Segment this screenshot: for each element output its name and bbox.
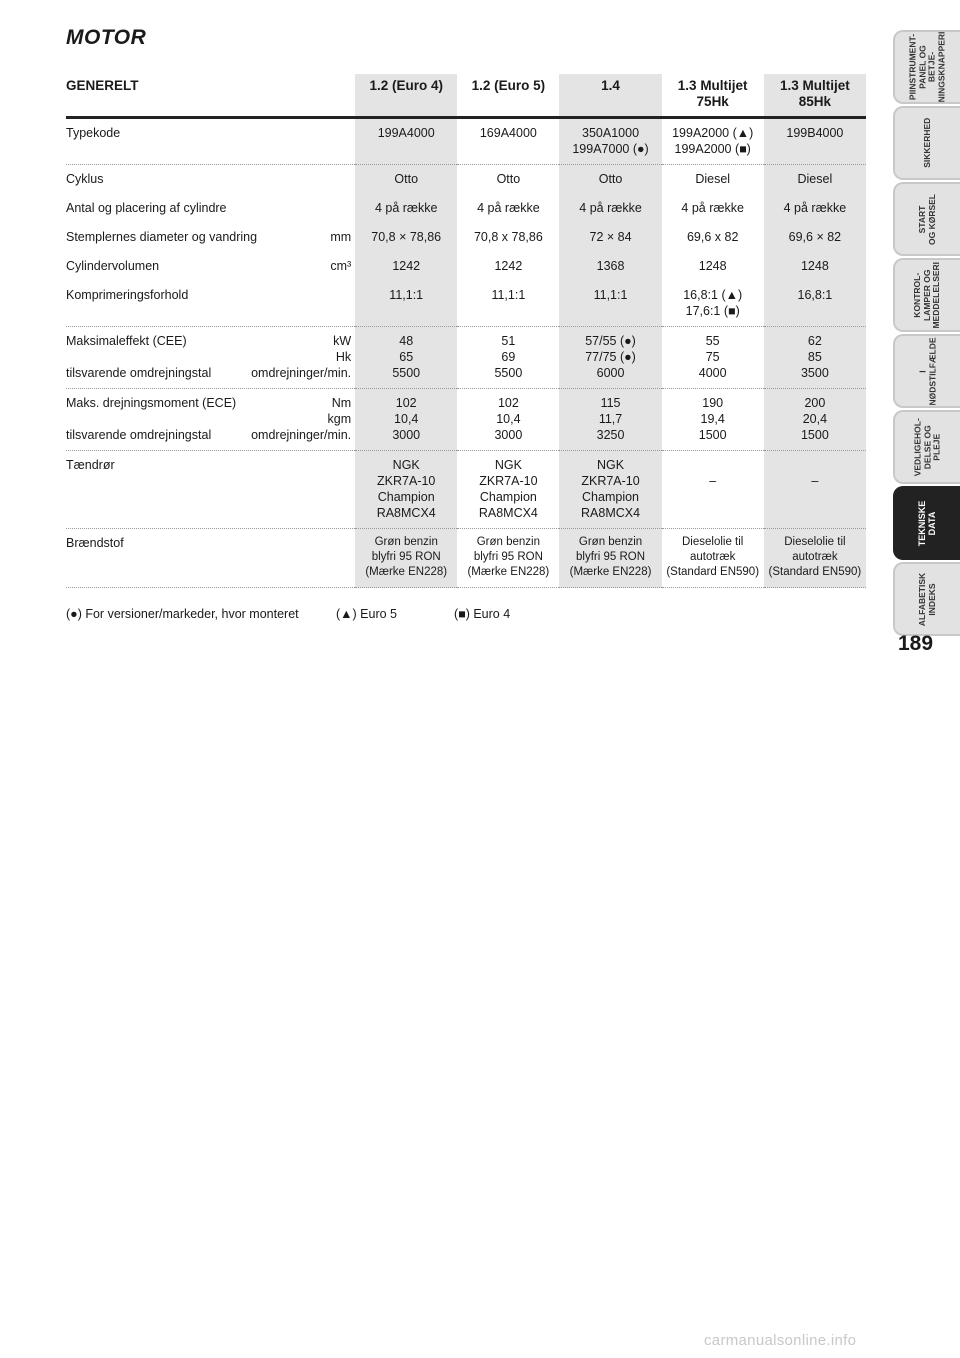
value-line: 200	[804, 396, 826, 410]
value-cell	[457, 223, 559, 252]
page-number: 189	[898, 632, 934, 655]
value-line: Diesel	[797, 172, 833, 186]
value-line: –	[709, 474, 717, 488]
value-cell	[559, 451, 661, 529]
value-line: 199A7000 (●)	[572, 142, 649, 156]
value-cell	[662, 451, 764, 529]
value-line: 4 på række	[477, 201, 540, 215]
row-label-text: Brændstof	[66, 536, 124, 550]
chapter-tab-label: START OG KØRSEL	[917, 193, 937, 245]
value-line: 1248	[698, 259, 727, 273]
value-cell	[355, 165, 457, 195]
row-label-text: Maks. drejningsmoment (ECE)	[66, 396, 237, 410]
row-label	[66, 223, 355, 252]
row-unit: Hk	[335, 350, 352, 364]
value-cell	[662, 529, 764, 588]
value-line: 69	[501, 350, 516, 364]
column-header-3: 1.3 Multijet 75Hk	[662, 74, 764, 118]
value-line: 20,4	[802, 412, 828, 426]
chapter-tab-label: KONTROL- LAMPER OG MEDDELELSERI	[912, 261, 942, 329]
value-cell	[764, 252, 866, 281]
value-cell	[355, 281, 457, 327]
row-unit: mm	[330, 230, 352, 244]
value-line: 1242	[494, 259, 523, 273]
row-label-line	[66, 200, 355, 216]
value-line: 1242	[392, 259, 421, 273]
value-line: 70,8 x 78,86	[473, 230, 543, 244]
value-line: 55	[705, 334, 720, 348]
table-row	[66, 118, 866, 165]
value-line: 1368	[596, 259, 625, 273]
value-line: 4 på række	[374, 201, 438, 215]
row-label-line	[66, 171, 355, 187]
value-line: 65	[399, 350, 414, 364]
value-cell	[355, 529, 457, 588]
value-cell	[764, 327, 866, 389]
value-line: 11,1:1	[389, 288, 424, 302]
value-line: 11,7	[598, 412, 623, 426]
value-cell	[355, 223, 457, 252]
value-line: ZKR7A-10	[479, 474, 538, 488]
value-line: 77/75 (●)	[585, 350, 636, 364]
value-cell	[559, 223, 661, 252]
row-label-text: Typekode	[66, 126, 121, 140]
column-header-2: 1.4	[559, 74, 661, 118]
chapter-tab-label: ALFABETISK INDEKS	[917, 572, 937, 626]
value-line: 3500	[800, 366, 829, 380]
value-line: 1500	[698, 428, 727, 442]
value-line: 102	[395, 396, 417, 410]
value-line: Grøn benzin	[476, 536, 541, 548]
row-unit: kgm	[327, 412, 352, 426]
value-cell	[457, 118, 559, 165]
chapter-tab-5[interactable]	[893, 410, 960, 484]
value-line: RA8MCX4	[376, 506, 436, 520]
row-label-line	[66, 258, 355, 274]
value-cell	[559, 389, 661, 451]
value-cell	[662, 194, 764, 223]
value-line: 62	[807, 334, 822, 348]
value-cell	[764, 165, 866, 195]
chapter-tab-1[interactable]	[893, 106, 960, 180]
value-cell	[764, 118, 866, 165]
value-line: RA8MCX4	[581, 506, 641, 520]
chapter-tab-label: VEDLIGEHOL- DELSE OG PLEJE	[912, 417, 942, 477]
value-line: 3250	[596, 428, 625, 442]
row-label-text: tilsvarende omdrejningstal	[66, 428, 212, 442]
value-cell	[764, 281, 866, 327]
row-label-line	[66, 365, 355, 381]
row-unit: cm³	[330, 259, 352, 273]
value-line: 4 på række	[579, 201, 642, 215]
value-line: 199A2000 (■)	[674, 142, 751, 156]
value-line: autotræk	[689, 551, 736, 563]
row-label	[66, 327, 355, 389]
value-line: 5500	[494, 366, 523, 380]
value-line: NGK	[392, 458, 420, 472]
value-cell	[764, 223, 866, 252]
row-label	[66, 451, 355, 529]
table-row	[66, 529, 866, 588]
value-cell	[662, 223, 764, 252]
value-line: (Standard EN590)	[666, 566, 760, 578]
value-line: 3000	[494, 428, 523, 442]
row-label-text: tilsvarende omdrejningstal	[66, 366, 212, 380]
value-line: 5500	[392, 366, 421, 380]
value-line: 190	[702, 396, 724, 410]
value-cell	[559, 118, 661, 165]
column-header-0: 1.2 (Euro 4)	[355, 74, 457, 118]
value-cell	[559, 165, 661, 195]
value-line: 4 på række	[783, 201, 847, 215]
value-line: (Mærke EN228)	[569, 566, 652, 578]
value-cell	[764, 529, 866, 588]
value-line: ZKR7A-10	[581, 474, 640, 488]
table-row	[66, 223, 866, 252]
value-cell	[764, 389, 866, 451]
value-cell	[559, 252, 661, 281]
row-unit: Nm	[331, 396, 352, 410]
watermark: carmanualsonline.info	[704, 1332, 857, 1349]
value-line: blyfri 95 RON	[371, 551, 441, 563]
value-cell	[559, 529, 661, 588]
value-cell	[662, 327, 764, 389]
chapter-tab-7[interactable]	[893, 562, 960, 636]
table-header-row	[66, 74, 866, 118]
value-cell	[355, 252, 457, 281]
value-line: Dieselolie til	[784, 536, 846, 548]
table-body	[66, 118, 866, 588]
table-row	[66, 194, 866, 223]
value-cell	[355, 327, 457, 389]
table-row	[66, 281, 866, 327]
row-label-line	[66, 287, 355, 303]
footnote-euro4: (■) Euro 4	[454, 607, 511, 621]
value-cell	[457, 529, 559, 588]
value-line: Champion	[479, 490, 537, 504]
value-line: (Mærke EN228)	[467, 566, 550, 578]
value-line: 19,4	[700, 412, 725, 426]
value-line: 72 × 84	[589, 230, 632, 244]
chapter-tab-6[interactable]	[893, 486, 960, 560]
row-label-text: Tændrør	[66, 458, 115, 472]
row-label-line	[66, 457, 355, 473]
value-line: 10,4	[394, 412, 419, 426]
value-line: 51	[501, 334, 516, 348]
row-label-line	[66, 125, 355, 141]
chapter-tab-label: SIKKERHED	[921, 117, 932, 169]
value-cell	[355, 451, 457, 529]
row-label	[66, 281, 355, 327]
value-line: (Mærke EN228)	[365, 566, 448, 578]
value-cell	[457, 281, 559, 327]
value-line: 16,8:1	[797, 288, 833, 302]
value-line: 75	[705, 350, 720, 364]
value-line: autotræk	[792, 551, 838, 563]
engine-spec-table	[66, 74, 866, 588]
footnote-optional: (●) For versioner/markeder, hvor monteret	[66, 607, 299, 621]
row-unit: omdrejninger/min.	[251, 428, 352, 442]
value-line: 4000	[698, 366, 727, 380]
value-line: 11,1:1	[593, 288, 628, 302]
value-line: 6000	[596, 366, 625, 380]
value-line: –	[811, 474, 819, 488]
value-cell	[457, 165, 559, 195]
value-line: 85	[807, 350, 822, 364]
value-line: 199A4000	[377, 126, 435, 140]
value-line: 17,6:1 (■)	[685, 304, 740, 318]
row-label-text: Stemplernes diameter og vandring	[66, 230, 258, 244]
value-line: 16,8:1 (▲)	[683, 288, 743, 302]
value-line: 1248	[800, 259, 829, 273]
value-line: Otto	[496, 172, 521, 186]
table-row	[66, 165, 866, 195]
row-label-line	[66, 349, 355, 365]
value-cell	[559, 281, 661, 327]
row-label-text: Komprimeringsforhold	[66, 288, 189, 302]
row-label	[66, 389, 355, 451]
table-row	[66, 252, 866, 281]
value-cell	[457, 194, 559, 223]
value-line: ZKR7A-10	[377, 474, 436, 488]
row-label-line	[66, 229, 355, 245]
row-label	[66, 118, 355, 165]
row-unit: omdrejninger/min.	[251, 366, 352, 380]
value-line: 350A1000	[582, 126, 640, 140]
value-cell	[662, 281, 764, 327]
value-line: 102	[497, 396, 519, 410]
row-label	[66, 529, 355, 588]
value-line: Diesel	[695, 172, 731, 186]
chapter-tab-4[interactable]	[893, 334, 960, 408]
value-cell	[662, 165, 764, 195]
row-unit: kW	[333, 334, 352, 348]
value-cell	[457, 252, 559, 281]
value-line: Grøn benzin	[374, 536, 438, 548]
row-label-text: Cyklus	[66, 172, 104, 186]
value-line: RA8MCX4	[478, 506, 538, 520]
value-cell	[457, 451, 559, 529]
chapter-tab-label: I NØDSTILFÆLDE	[917, 337, 937, 405]
value-line: Grøn benzin	[578, 536, 643, 548]
row-label-text: Antal og placering af cylindre	[66, 201, 227, 215]
value-line: 3000	[392, 428, 421, 442]
chapter-tab-label: TEKNISKE DATA	[917, 500, 937, 546]
value-line: Champion	[377, 490, 435, 504]
value-line: 69,6 × 82	[788, 230, 842, 244]
value-line: NGK	[596, 458, 625, 472]
value-line: 115	[600, 396, 621, 410]
row-label	[66, 252, 355, 281]
value-cell	[355, 389, 457, 451]
value-cell	[764, 194, 866, 223]
chapter-tab-2[interactable]	[893, 182, 960, 256]
value-cell	[559, 327, 661, 389]
footnotes	[66, 607, 510, 621]
value-line: NGK	[494, 458, 522, 472]
value-line: 1500	[800, 428, 829, 442]
table-row	[66, 451, 866, 529]
table-row	[66, 389, 866, 451]
value-line: 48	[399, 334, 414, 348]
value-line: 57/55 (●)	[585, 334, 636, 348]
value-line: Otto	[394, 172, 419, 186]
value-cell	[662, 389, 764, 451]
table-row	[66, 327, 866, 389]
value-line: 69,6 x 82	[686, 230, 739, 244]
footnote-euro5: (▲) Euro 5	[336, 607, 397, 621]
value-line: 199B4000	[786, 126, 844, 140]
section-heading: GENERELT	[66, 74, 355, 118]
chapter-tab-3[interactable]	[893, 258, 960, 332]
row-label-line	[66, 395, 355, 411]
value-line: blyfri 95 RON	[576, 551, 646, 563]
value-cell	[355, 194, 457, 223]
value-cell	[764, 451, 866, 529]
value-line: Champion	[582, 490, 640, 504]
row-label-line	[66, 411, 355, 427]
row-label-text: Cylindervolumen	[66, 259, 160, 273]
row-label-line	[66, 427, 355, 443]
row-label-line	[66, 535, 355, 551]
value-line: 169A4000	[479, 126, 537, 140]
row-label-line	[66, 333, 355, 349]
row-label	[66, 165, 355, 195]
value-line: 199A2000 (▲)	[672, 126, 754, 140]
row-label-text: Maksimaleffekt (CEE)	[66, 334, 187, 348]
chapter-tab-0[interactable]	[893, 30, 960, 104]
value-cell	[662, 118, 764, 165]
value-cell	[559, 194, 661, 223]
value-cell	[662, 252, 764, 281]
value-cell	[457, 327, 559, 389]
value-line: 70,8 × 78,86	[371, 230, 442, 244]
value-cell	[457, 389, 559, 451]
value-line: 10,4	[496, 412, 521, 426]
value-line: Otto	[598, 172, 623, 186]
value-line: 11,1:1	[491, 288, 526, 302]
page-title: MOTOR	[66, 26, 147, 49]
row-label	[66, 194, 355, 223]
value-line: blyfri 95 RON	[473, 551, 543, 563]
chapter-tab-label: PIINSTRUMENT- PANEL OG BETJE- NINGSKNAPPERI	[907, 31, 946, 103]
column-header-4: 1.3 Multijet 85Hk	[764, 74, 866, 118]
value-line: Dieselolie til	[682, 536, 744, 548]
value-line: 4 på række	[681, 201, 744, 215]
column-header-1: 1.2 (Euro 5)	[457, 74, 559, 118]
value-line: (Standard EN590)	[768, 566, 862, 578]
value-cell	[355, 118, 457, 165]
